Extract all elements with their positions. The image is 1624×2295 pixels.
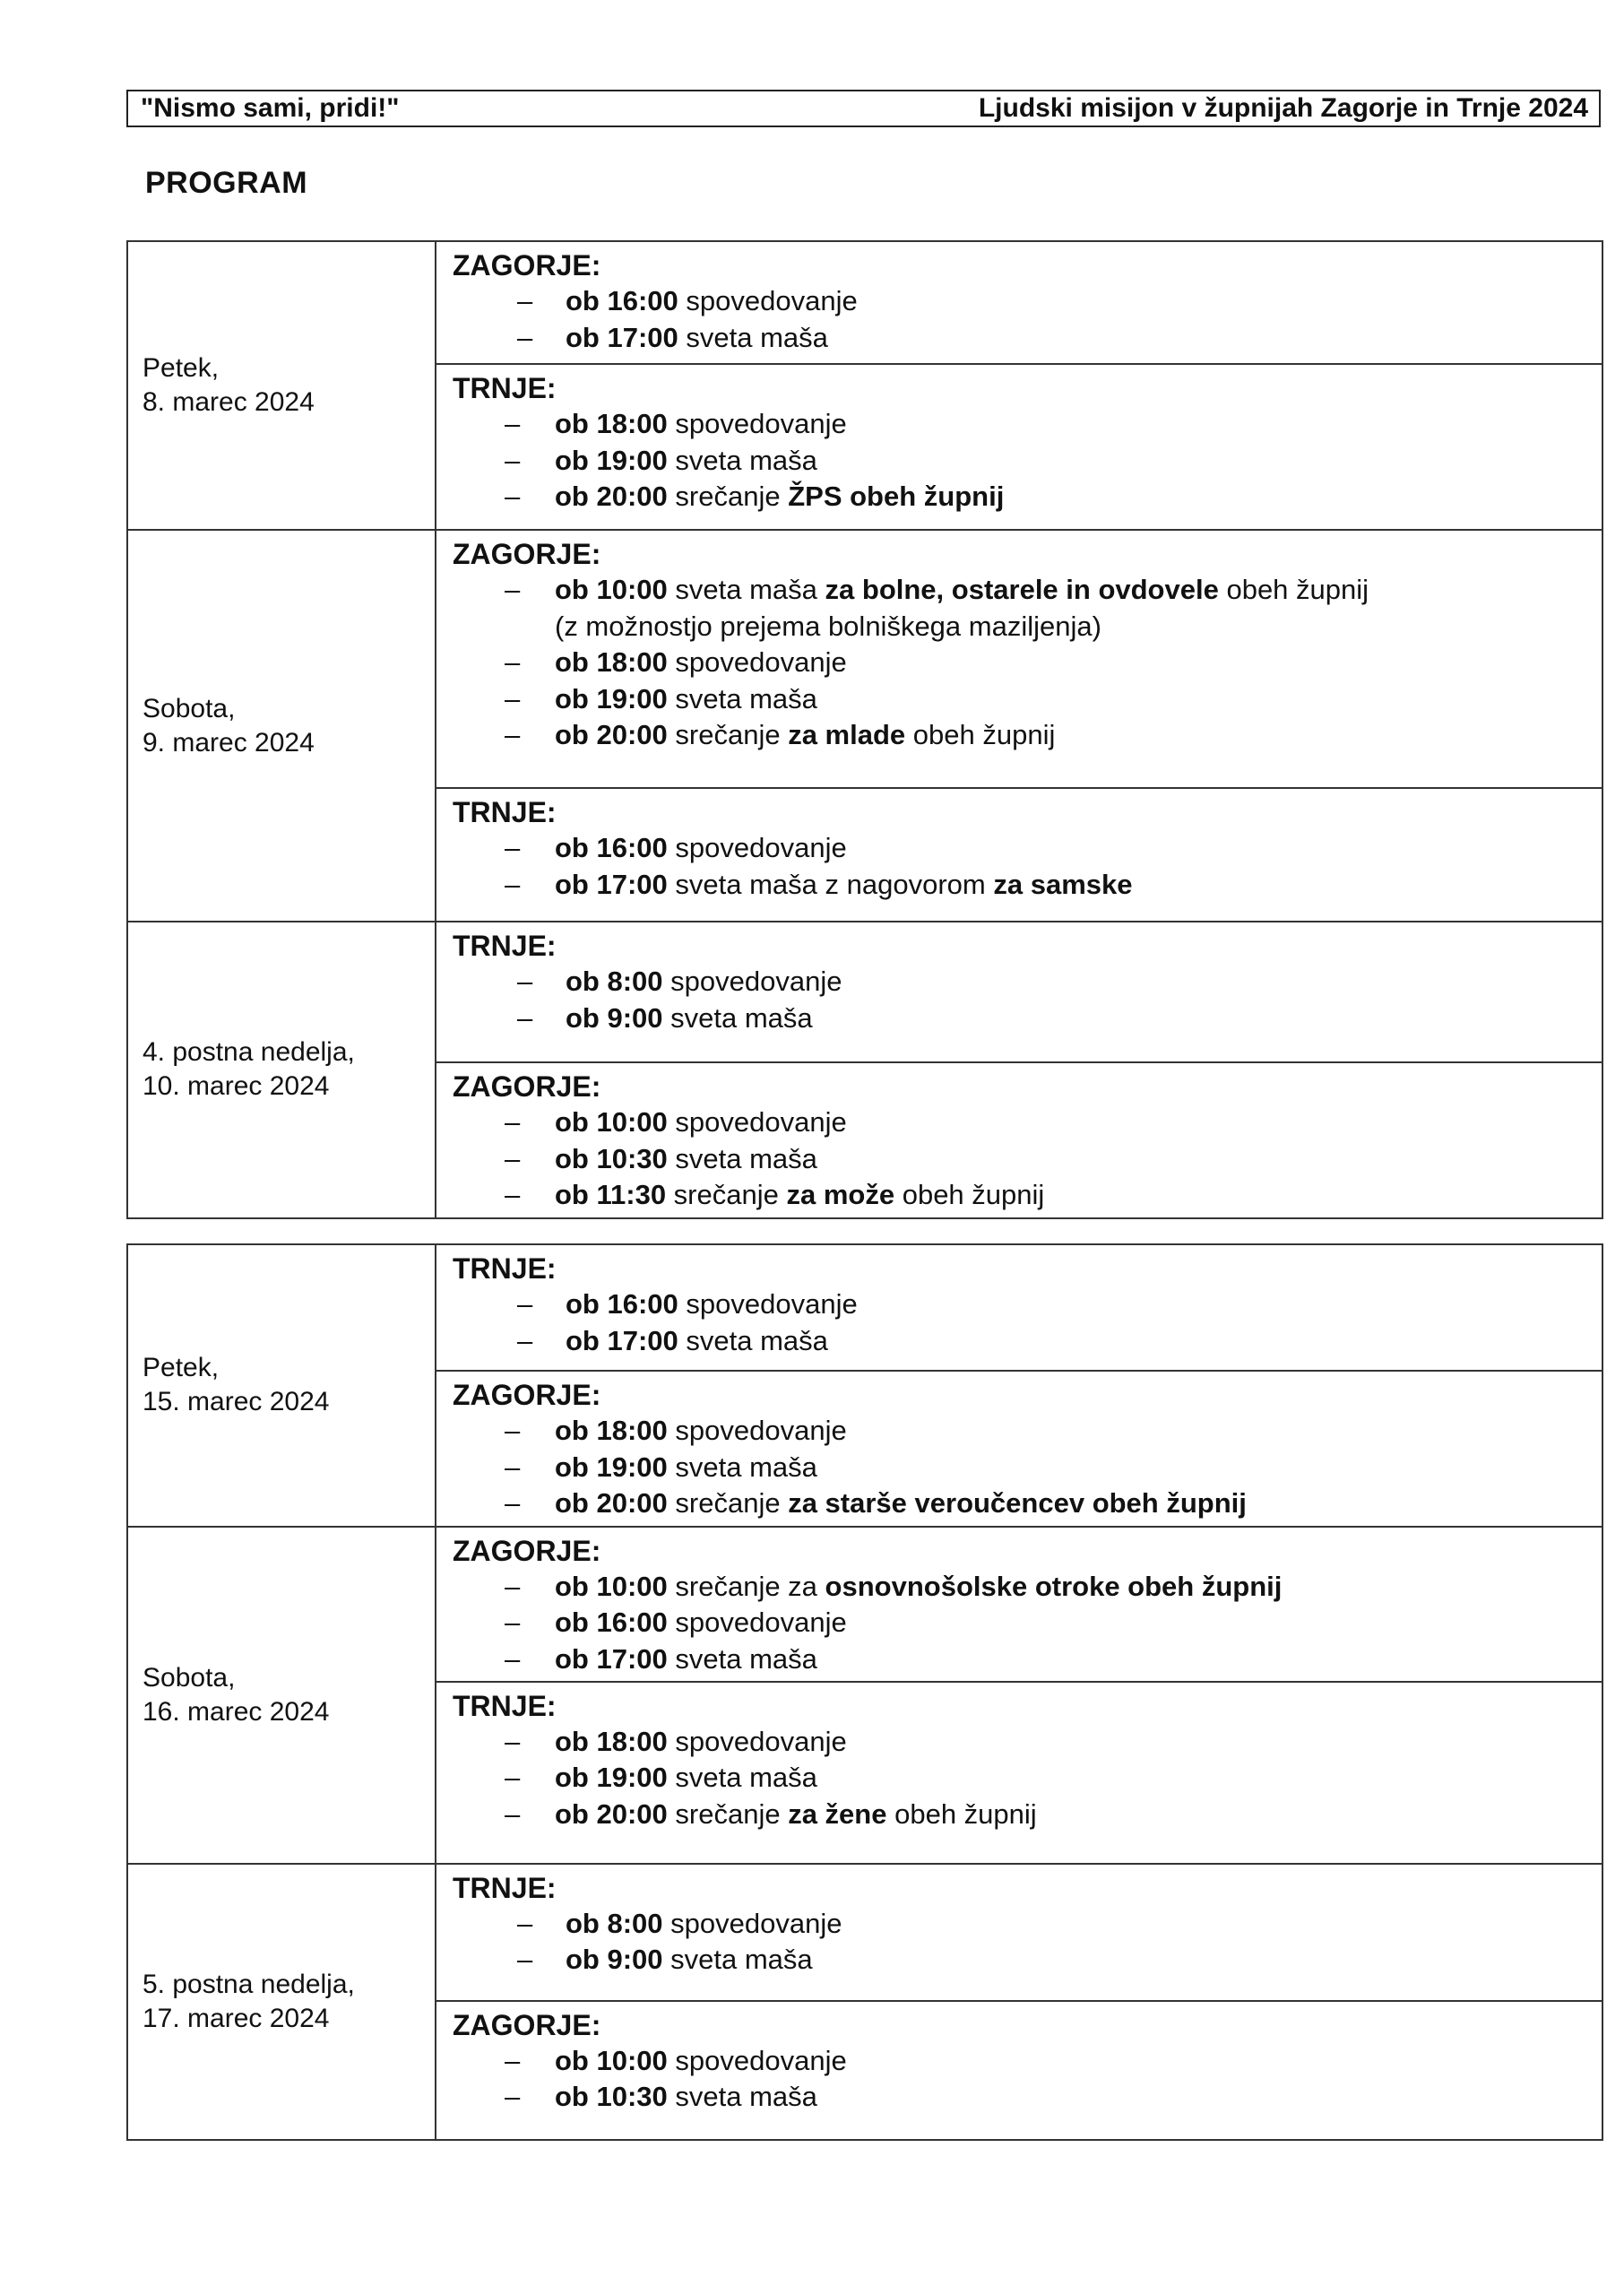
day-row bbox=[127, 241, 1602, 530]
event-item bbox=[453, 1450, 1602, 1486]
parish-name: TRNJE: bbox=[453, 1252, 557, 1285]
event-text: ob 19:00 sveta maša bbox=[555, 1762, 817, 1793]
parish-block bbox=[436, 242, 1602, 363]
event-text: ob 20:00 srečanje za žene obeh župnij bbox=[555, 1797, 1037, 1830]
day-date: 10. marec 2024 bbox=[143, 1071, 330, 1102]
day-cell bbox=[127, 1864, 436, 2140]
header-mission-title: Ljudski misijon v župnijah Zagorje in Trnje 2024 bbox=[978, 93, 1588, 123]
event-text: ob 10:30 sveta maša bbox=[555, 1142, 817, 1174]
parish-name: TRNJE: bbox=[453, 930, 557, 962]
events-cell bbox=[436, 922, 1602, 1218]
event-text: ob 18:00 spovedovanje bbox=[555, 646, 847, 678]
dash-bullet: – bbox=[505, 719, 521, 750]
event-list bbox=[453, 1724, 1602, 1833]
event-item bbox=[453, 645, 1602, 681]
day-row bbox=[127, 530, 1602, 922]
parish-block bbox=[436, 363, 1602, 519]
event-item bbox=[453, 867, 1602, 904]
dash-bullet: – bbox=[505, 1142, 521, 1174]
day-date: 17. marec 2024 bbox=[143, 2003, 330, 2033]
event-time: ob 9:00 bbox=[566, 1001, 663, 1034]
parish-name: TRNJE: bbox=[453, 372, 557, 404]
event-list bbox=[453, 283, 1602, 356]
parish-name: ZAGORJE: bbox=[453, 1070, 601, 1103]
event-time: ob 20:00 bbox=[555, 1487, 668, 1519]
event-item bbox=[453, 1177, 1602, 1214]
day-name: Sobota, bbox=[143, 1662, 236, 1693]
day-row bbox=[127, 1864, 1602, 2140]
event-audience: za žene bbox=[788, 1797, 887, 1830]
event-item bbox=[453, 1797, 1602, 1833]
event-text: ob 20:00 srečanje ŽPS obeh župnij bbox=[555, 481, 1005, 512]
event-audience: za bolne, ostarele in ovdovele bbox=[825, 574, 1219, 605]
dash-bullet: – bbox=[505, 1725, 521, 1757]
event-text: ob 17:00 sveta maša bbox=[566, 1324, 828, 1356]
event-item bbox=[453, 1413, 1602, 1450]
event-text: ob 18:00 spovedovanje bbox=[555, 408, 847, 439]
events-cell bbox=[436, 1527, 1602, 1864]
event-text: ob 16:00 spovedovanje bbox=[566, 1288, 858, 1320]
dash-bullet: – bbox=[517, 1907, 533, 1939]
event-time: ob 16:00 bbox=[555, 1606, 668, 1638]
dash-bullet: – bbox=[517, 1001, 533, 1034]
event-time: ob 16:00 bbox=[555, 832, 668, 863]
day-row bbox=[127, 922, 1602, 1218]
event-time: ob 18:00 bbox=[555, 1415, 668, 1446]
event-audience: ŽPS obeh župnij bbox=[788, 481, 1005, 512]
parish-name: ZAGORJE: bbox=[453, 249, 601, 281]
event-time: ob 20:00 bbox=[555, 1797, 668, 1830]
day-cell bbox=[127, 1527, 436, 1864]
event-text: ob 19:00 sveta maša bbox=[555, 682, 817, 714]
day-name: Petek, bbox=[143, 1353, 220, 1383]
schedule-table-week-1 bbox=[126, 240, 1603, 1219]
event-time: ob 20:00 bbox=[555, 719, 668, 750]
event-item bbox=[453, 479, 1602, 515]
event-text: ob 8:00 spovedovanje bbox=[566, 1907, 842, 1939]
events-cell bbox=[436, 530, 1602, 922]
day-date: 16. marec 2024 bbox=[143, 1696, 330, 1727]
event-time: ob 10:00 bbox=[555, 1106, 668, 1138]
parish-block bbox=[436, 2000, 1602, 2119]
event-item bbox=[453, 1485, 1602, 1522]
event-text: ob 16:00 spovedovanje bbox=[555, 1606, 847, 1638]
event-item bbox=[453, 1906, 1602, 1943]
event-time: ob 18:00 bbox=[555, 1725, 668, 1757]
event-time: ob 10:00 bbox=[555, 2044, 668, 2076]
event-item bbox=[453, 283, 1602, 320]
event-item bbox=[453, 1141, 1602, 1178]
event-item bbox=[453, 1942, 1602, 1979]
event-text: ob 9:00 sveta maša bbox=[566, 1944, 813, 1975]
parish-name: TRNJE: bbox=[453, 796, 557, 828]
event-audience: za starše veroučencev obeh župnij bbox=[788, 1487, 1247, 1519]
dash-bullet: – bbox=[505, 1570, 521, 1602]
parish-name: ZAGORJE: bbox=[453, 538, 601, 570]
event-list bbox=[453, 964, 1602, 1036]
dash-bullet: – bbox=[505, 2081, 521, 2112]
parish-block bbox=[436, 531, 1602, 787]
event-list bbox=[453, 572, 1602, 754]
event-item bbox=[453, 443, 1602, 480]
header-motto: "Nismo sami, pridi!" bbox=[141, 93, 400, 123]
event-time: ob 18:00 bbox=[555, 646, 668, 678]
dash-bullet: – bbox=[505, 832, 521, 863]
day-cell bbox=[127, 922, 436, 1218]
event-time: ob 16:00 bbox=[566, 1288, 678, 1320]
dash-bullet: – bbox=[505, 1106, 521, 1138]
event-text: ob 8:00 spovedovanje bbox=[566, 966, 842, 997]
event-time: ob 10:00 bbox=[555, 574, 668, 605]
event-list bbox=[453, 1413, 1602, 1522]
day-cell bbox=[127, 241, 436, 530]
event-audience: za samske bbox=[993, 868, 1133, 900]
event-text: ob 10:00 srečanje za osnovnošolske otroke obeh župnij bbox=[555, 1570, 1283, 1602]
event-time: ob 10:30 bbox=[555, 1142, 668, 1174]
events-cell bbox=[436, 1244, 1602, 1527]
dash-bullet: – bbox=[517, 1288, 533, 1320]
event-list bbox=[453, 1569, 1602, 1678]
event-audience: osnovnošolske otroke obeh župnij bbox=[825, 1570, 1283, 1602]
dash-bullet: – bbox=[517, 1944, 533, 1975]
day-row bbox=[127, 1244, 1602, 1527]
event-time: ob 11:30 bbox=[555, 1179, 667, 1210]
dash-bullet: – bbox=[505, 1642, 521, 1675]
dash-bullet: – bbox=[505, 574, 521, 605]
event-item bbox=[453, 1104, 1602, 1141]
event-list bbox=[453, 2043, 1602, 2116]
event-text: ob 16:00 spovedovanje bbox=[555, 832, 847, 863]
event-item bbox=[453, 2043, 1602, 2080]
dash-bullet: – bbox=[505, 1762, 521, 1793]
event-text: ob 17:00 sveta maša bbox=[566, 321, 828, 353]
parish-name: ZAGORJE: bbox=[453, 1534, 601, 1567]
event-text: ob 9:00 sveta maša bbox=[566, 1001, 813, 1034]
event-time: ob 16:00 bbox=[566, 285, 678, 316]
event-item bbox=[453, 1000, 1602, 1037]
event-time: ob 17:00 bbox=[566, 321, 678, 353]
event-text: ob 10:00 sveta maša za bolne, ostarele in ovdovele obeh župnij (z možnostjo prejema bolniškega maziljenja) bbox=[555, 574, 1369, 642]
dash-bullet: – bbox=[505, 682, 521, 714]
event-text: ob 20:00 srečanje za mlade obeh župnij bbox=[555, 719, 1056, 750]
dash-bullet: – bbox=[505, 868, 521, 900]
event-time: ob 18:00 bbox=[555, 408, 668, 439]
event-time: ob 20:00 bbox=[555, 481, 668, 512]
event-note: (z možnostjo prejema bolniškega maziljenja) bbox=[555, 610, 1101, 642]
parish-block bbox=[436, 1061, 1602, 1217]
event-item bbox=[453, 1286, 1602, 1323]
event-time: ob 17:00 bbox=[555, 1642, 668, 1675]
day-name: 5. postna nedelja, bbox=[143, 1969, 355, 1999]
dash-bullet: – bbox=[505, 2044, 521, 2076]
event-item bbox=[453, 964, 1602, 1000]
day-date: 8. marec 2024 bbox=[143, 387, 315, 417]
event-text: ob 19:00 sveta maša bbox=[555, 444, 817, 476]
event-time: ob 9:00 bbox=[566, 1944, 663, 1975]
event-item bbox=[453, 1641, 1602, 1678]
day-name: 4. postna nedelja, bbox=[143, 1037, 355, 1068]
day-cell bbox=[127, 1244, 436, 1527]
schedule-table-week-2 bbox=[126, 1243, 1603, 2141]
dash-bullet: – bbox=[505, 646, 521, 678]
parish-block bbox=[436, 1528, 1602, 1681]
event-text: ob 19:00 sveta maša bbox=[555, 1451, 817, 1483]
event-item bbox=[453, 1569, 1602, 1606]
parish-block bbox=[436, 1681, 1602, 1837]
event-item bbox=[453, 830, 1602, 867]
event-item bbox=[453, 717, 1602, 754]
parish-name: TRNJE: bbox=[453, 1871, 557, 1904]
dash-bullet: – bbox=[517, 321, 533, 353]
event-list bbox=[453, 1104, 1602, 1214]
day-row bbox=[127, 1527, 1602, 1864]
event-time: ob 10:00 bbox=[555, 1570, 668, 1602]
event-list bbox=[453, 830, 1602, 903]
event-item bbox=[453, 320, 1602, 357]
event-time: ob 19:00 bbox=[555, 1451, 668, 1483]
parish-block bbox=[436, 1370, 1602, 1526]
dash-bullet: – bbox=[505, 1415, 521, 1446]
event-text: ob 11:30 srečanje za može obeh župnij bbox=[555, 1179, 1045, 1210]
events-cell bbox=[436, 1864, 1602, 2140]
event-text: ob 17:00 sveta maša z nagovorom za samske bbox=[555, 868, 1133, 900]
parish-name: ZAGORJE: bbox=[453, 1379, 601, 1411]
dash-bullet: – bbox=[505, 408, 521, 439]
parish-name: TRNJE: bbox=[453, 1689, 557, 1722]
event-item bbox=[453, 406, 1602, 443]
event-item bbox=[453, 1605, 1602, 1641]
dash-bullet: – bbox=[505, 1487, 521, 1519]
event-list bbox=[453, 406, 1602, 515]
events-cell bbox=[436, 241, 1602, 530]
event-audience: za može bbox=[786, 1179, 895, 1210]
event-item bbox=[453, 572, 1602, 645]
parish-name: ZAGORJE: bbox=[453, 2008, 601, 2041]
dash-bullet: – bbox=[517, 1324, 533, 1356]
parish-block bbox=[436, 1865, 1602, 2000]
event-time: ob 8:00 bbox=[566, 966, 663, 997]
event-list bbox=[453, 1286, 1602, 1359]
parish-block bbox=[436, 787, 1602, 906]
day-date: 9. marec 2024 bbox=[143, 727, 315, 758]
parish-block bbox=[436, 922, 1602, 1061]
event-time: ob 17:00 bbox=[555, 868, 668, 900]
event-list bbox=[453, 1906, 1602, 1979]
event-text: ob 18:00 spovedovanje bbox=[555, 1415, 847, 1446]
dash-bullet: – bbox=[505, 1451, 521, 1483]
event-text: ob 20:00 srečanje za starše veroučencev obeh župnij bbox=[555, 1487, 1247, 1519]
day-date: 15. marec 2024 bbox=[143, 1387, 330, 1417]
event-time: ob 10:30 bbox=[555, 2081, 668, 2112]
dash-bullet: – bbox=[505, 1179, 521, 1210]
day-name: Sobota, bbox=[143, 693, 236, 723]
dash-bullet: – bbox=[517, 285, 533, 316]
event-item bbox=[453, 1724, 1602, 1761]
event-text: ob 10:00 spovedovanje bbox=[555, 1106, 847, 1138]
day-cell bbox=[127, 530, 436, 922]
event-text: ob 10:30 sveta maša bbox=[555, 2081, 817, 2112]
dash-bullet: – bbox=[505, 444, 521, 476]
dash-bullet: – bbox=[517, 966, 533, 997]
event-audience: za mlade bbox=[788, 719, 906, 750]
dash-bullet: – bbox=[505, 481, 521, 512]
event-time: ob 19:00 bbox=[555, 682, 668, 714]
event-time: ob 17:00 bbox=[566, 1324, 678, 1356]
event-text: ob 17:00 sveta maša bbox=[555, 1642, 817, 1675]
event-text: ob 16:00 spovedovanje bbox=[566, 285, 858, 316]
event-item bbox=[453, 2079, 1602, 2116]
dash-bullet: – bbox=[505, 1606, 521, 1638]
event-time: ob 8:00 bbox=[566, 1907, 663, 1939]
event-item bbox=[453, 1323, 1602, 1360]
document-header bbox=[126, 90, 1601, 127]
event-text: ob 10:00 spovedovanje bbox=[555, 2044, 847, 2076]
program-title: PROGRAM bbox=[145, 166, 308, 200]
parish-block bbox=[436, 1245, 1602, 1370]
event-item bbox=[453, 1760, 1602, 1797]
event-text: ob 18:00 spovedovanje bbox=[555, 1725, 847, 1757]
dash-bullet: – bbox=[505, 1797, 521, 1830]
day-name: Petek, bbox=[143, 353, 220, 383]
event-time: ob 19:00 bbox=[555, 1762, 668, 1793]
event-item bbox=[453, 681, 1602, 718]
event-time: ob 19:00 bbox=[555, 444, 668, 476]
